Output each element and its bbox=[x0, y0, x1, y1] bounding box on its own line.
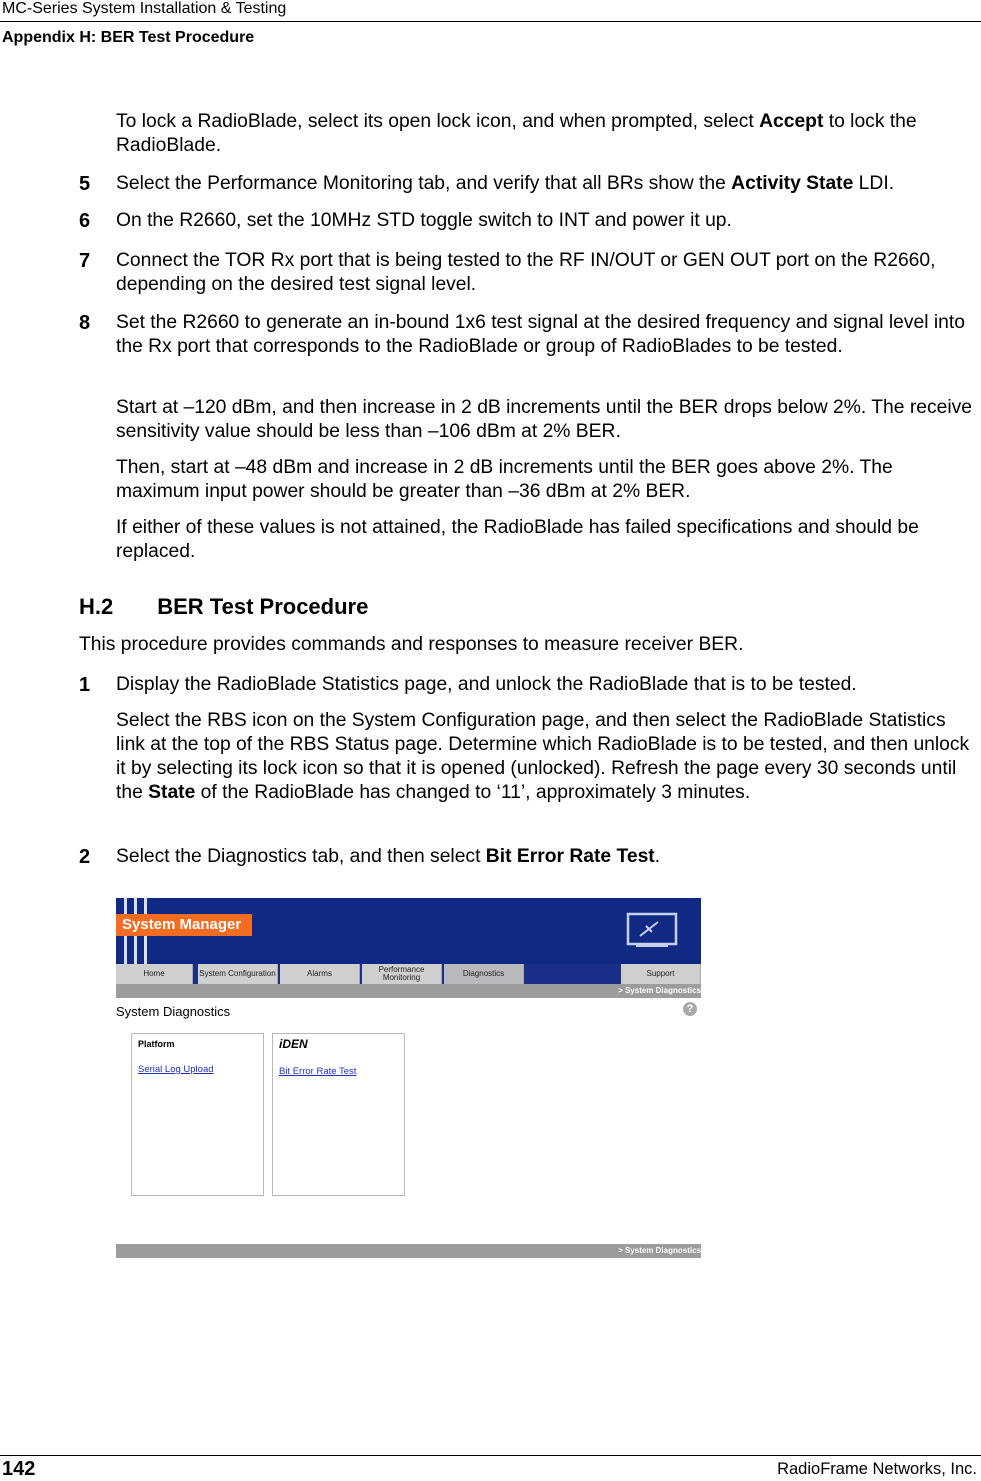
breadcrumb-bar bbox=[116, 984, 701, 998]
company-name: RadioFrame Networks, Inc. bbox=[777, 1460, 977, 1478]
bottom-breadcrumb[interactable]: > System Diagnostics bbox=[618, 1246, 701, 1255]
iden-panel bbox=[272, 1033, 405, 1196]
step-5-text-a: Select the Performance Monitoring tab, and verify that all BRs show the bbox=[116, 173, 732, 194]
system-manager-logo: System Manager bbox=[116, 914, 252, 936]
help-icon[interactable]: ? bbox=[683, 1002, 697, 1016]
section-title: BER Test Procedure bbox=[157, 594, 369, 619]
tab-monitoring-label: Monitoring bbox=[382, 973, 421, 982]
platform-title: Platform bbox=[138, 1039, 175, 1049]
step-5-text-bold: Activity State bbox=[731, 173, 854, 194]
detail-text-bold: State bbox=[148, 782, 196, 803]
breadcrumb[interactable]: > System Diagnostics bbox=[618, 986, 701, 995]
section-step-2-number: 2 bbox=[79, 846, 91, 868]
either-paragraph: If either of these values is not attained, the RadioBlade has failed specifications and should be replaced. bbox=[116, 517, 919, 562]
step-8-number: 8 bbox=[79, 312, 91, 334]
step-2-text-a: Select the Diagnostics tab, and then select bbox=[116, 846, 486, 867]
nav-tabs bbox=[116, 964, 701, 984]
footer-rule bbox=[0, 1455, 981, 1456]
section-step-1-text: Display the RadioBlade Statistics page, and unlock the RadioBlade that is to be tested. bbox=[116, 674, 857, 695]
system-manager-screenshot bbox=[116, 898, 701, 1260]
step-5-text bbox=[116, 172, 974, 196]
step-6-text: On the R2660, set the 10MHz STD toggle switch to INT and power it up. bbox=[116, 210, 732, 231]
step-8-text: Set the R2660 to generate an in-bound 1x6 test signal at the desired frequency and signal level into the Rx port that corresponds to the RadioBlade or group of RadioBlades to be tested. bbox=[116, 312, 965, 357]
section-step-1-number: 1 bbox=[79, 674, 91, 696]
tab-performance-label: Performance bbox=[378, 965, 425, 974]
tab-home[interactable]: Home bbox=[116, 964, 193, 984]
system-manager-banner bbox=[116, 898, 701, 964]
tab-diagnostics[interactable]: Diagnostics bbox=[444, 964, 524, 984]
tab-system-configuration[interactable]: System Configuration bbox=[198, 964, 278, 984]
then-paragraph: Then, start at –48 dBm and increase in 2 dB increments until the BER goes above 2%. The maximum input power should be greater than –36 dBm at 2% BER. bbox=[116, 457, 893, 502]
lock-paragraph bbox=[116, 110, 974, 158]
step-7-text: Connect the TOR Rx port that is being tested to the RF IN/OUT or GEN OUT port on the R2660, depending on the desired test signal level. bbox=[116, 250, 936, 295]
start-paragraph: Start at –120 dBm, and then increase in 2 dB increments until the BER drops below 2%. The receive sensitivity value should be less than –106 dBm at 2% BER. bbox=[116, 397, 972, 442]
tab-performance-monitoring[interactable] bbox=[362, 964, 442, 984]
lock-text-bold: Accept bbox=[759, 111, 824, 132]
section-step-2-text bbox=[116, 845, 974, 869]
tab-support[interactable]: Support bbox=[621, 964, 701, 984]
page-title: System Diagnostics bbox=[116, 1004, 231, 1019]
step-7-number: 7 bbox=[79, 250, 91, 272]
bottom-breadcrumb-bar bbox=[116, 1244, 701, 1258]
header-rule bbox=[0, 21, 981, 22]
section-heading bbox=[79, 594, 368, 620]
running-header-subtitle: Appendix H: BER Test Procedure bbox=[2, 29, 255, 46]
lock-text-a: To lock a RadioBlade, select its open lock icon, and when prompted, select bbox=[116, 111, 760, 132]
detail-text-a: Select the RBS icon on the System Configuration page, and then select the RadioBlade Statistics link at the top of the RBS Status page. Determine which RadioBlade is to be tested, and then unlock it by selecting its lock icon so that it is opened (unlocked). Refresh the page every 30 seconds until the bbox=[116, 710, 970, 803]
monitor-icon bbox=[626, 912, 678, 948]
tab-alarms[interactable]: Alarms bbox=[280, 964, 360, 984]
bit-error-rate-test-link[interactable]: Bit Error Rate Test bbox=[279, 1066, 357, 1077]
step-5-text-b: LDI. bbox=[853, 173, 895, 194]
platform-panel bbox=[131, 1033, 264, 1196]
section-number: H.2 bbox=[79, 594, 114, 619]
serial-log-upload-link[interactable]: Serial Log Upload bbox=[138, 1064, 214, 1075]
iden-logo: iDEN bbox=[279, 1037, 308, 1051]
step-5-number: 5 bbox=[79, 173, 91, 195]
page-number: 142 bbox=[2, 1458, 36, 1480]
step-2-text-b: . bbox=[654, 846, 661, 867]
detail-text-b: of the RadioBlade has changed to ‘11’, approximately 3 minutes. bbox=[195, 782, 751, 803]
step-6-number: 6 bbox=[79, 210, 91, 232]
section-intro: This procedure provides commands and responses to measure receiver BER. bbox=[79, 634, 744, 655]
step-2-text-bold: Bit Error Rate Test bbox=[485, 846, 655, 867]
lock-text-b: to lock the RadioBlade. bbox=[116, 111, 917, 156]
section-step-1-detail bbox=[116, 709, 974, 805]
running-header-title: MC-Series System Installation & Testing bbox=[2, 0, 287, 17]
